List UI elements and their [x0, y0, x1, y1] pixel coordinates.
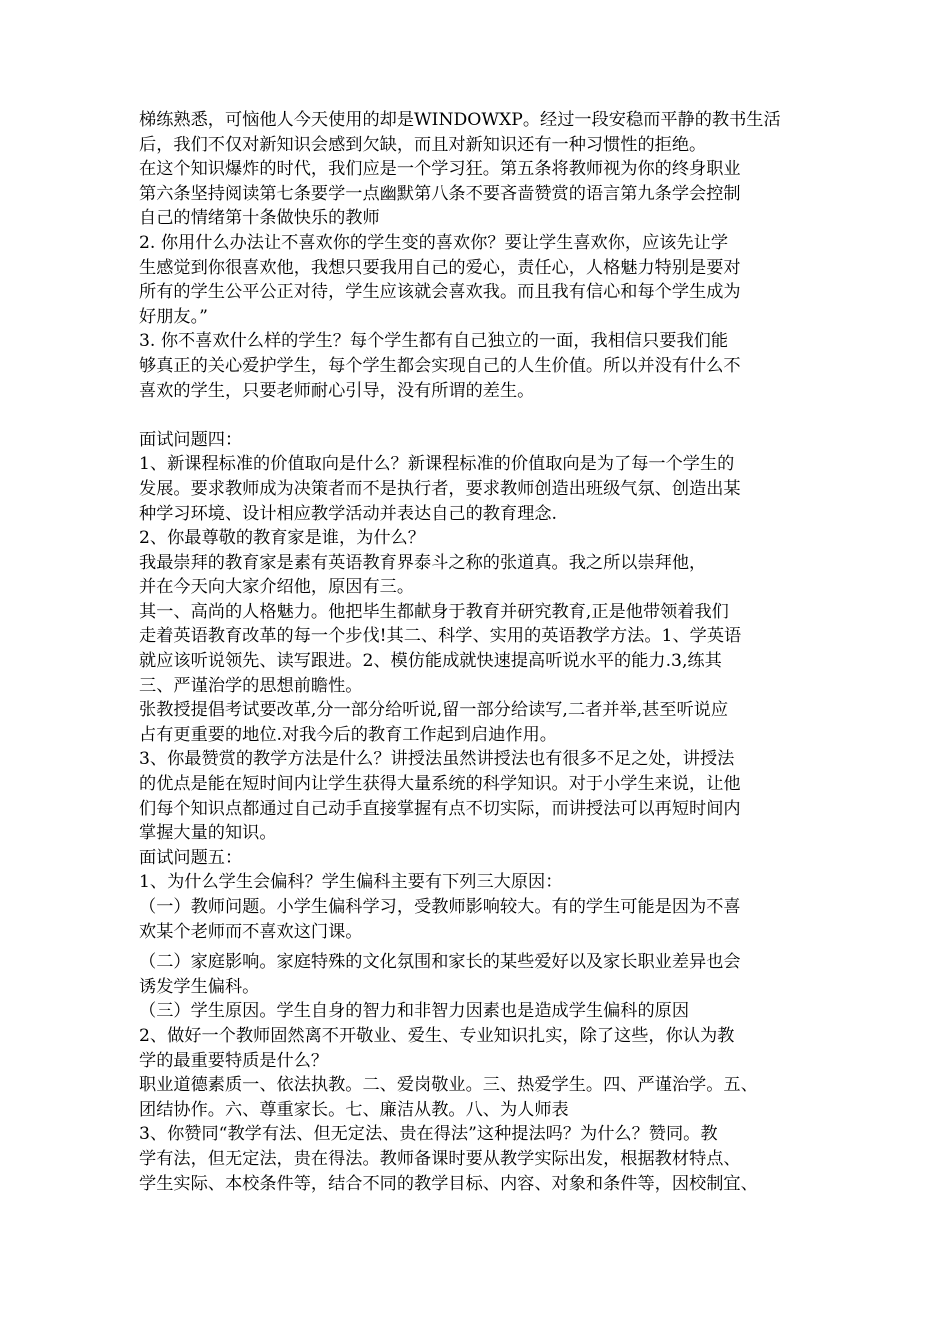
text-line: 生感觉到你很喜欢他，我想只要我用自己的爱心，责任心，人格魅力特别是要对 [139, 257, 741, 278]
text-line: 喜欢的学生，只要老师耐心引导，没有所谓的差生。 [139, 380, 535, 401]
section-heading: 面试问题四： [139, 429, 243, 450]
section-heading: 面试问题五： [139, 847, 243, 868]
question-line: 2、你最尊敬的教育家是谁，为什么？ [139, 528, 425, 549]
text-line: 欢某个老师而不喜欢这门课。 [139, 921, 363, 942]
text-line: 其一、高尚的人格魅力。他把毕生都献身于教育并研究教育,正是他带领着我们 [139, 601, 729, 622]
text-line: 学的最重要特质是什么？ [139, 1050, 329, 1071]
text-line: 我最崇拜的教育家是素有英语教育界泰斗之称的张道真。我之所以崇拜他， [139, 552, 707, 573]
question-line: 1、新课程标准的价值取向是什么？新课程标准的价值取向是为了每一个学生的 [139, 454, 735, 475]
text-line: 就应该听说领先、读写跟进。2、模仿能成就快速提高听说水平的能力.3,练其 [139, 651, 722, 672]
text-line: 占有更重要的地位.对我今后的教育工作起到启迪作用。 [139, 724, 557, 745]
text-line: 诱发学生偏科。 [139, 976, 260, 997]
question-line: 2. 你用什么办法让不喜欢你的学生变的喜欢你？要让学生喜欢你，应该先让学 [139, 232, 729, 253]
question-line: 3、你最赞赏的教学方法是什么？讲授法虽然讲授法也有很多不足之处，讲授法 [139, 749, 735, 770]
text-line: 团结协作。六、尊重家长。七、廉洁从教。八、为人师表 [139, 1099, 569, 1120]
text-line: 发展。要求教师成为决策者而不是执行者，要求教师创造出班级气氛、创造出某 [139, 478, 741, 499]
text-line: 并在今天向大家介绍他，原因有三。 [139, 577, 415, 598]
text-line: 够真正的关心爱护学生，每个学生都会实现自己的人生价值。所以并没有什么不 [139, 355, 741, 376]
text-line: 自己的情绪第十条做快乐的教师 [139, 208, 380, 229]
text-line: 的优点是能在短时间内让学生获得大量系统的科学知识。对于小学生来说，让他 [139, 774, 741, 795]
text-line: （一）教师问题。小学生偏科学习，受教师影响较大。有的学生可能是因为不喜 [139, 897, 741, 917]
text-line: 梯练熟悉，可恼他人今天使用的却是WINDOWXP。经过一段安稳而平静的教书生活 [139, 110, 781, 130]
document-body [139, 108, 829, 1196]
question-line: 2、做好一个教师固然离不开敬业、爱生、专业知识扎实，除了这些，你认为教 [139, 1025, 735, 1046]
text-line: （三）学生原因。学生自身的智力和非智力因素也是造成学生偏科的原因 [139, 1001, 690, 1022]
text-line: 走着英语教育改革的每一个步伐!其二、科学、实用的英语教学方法。1、学英语 [139, 626, 742, 647]
text-line: 学生实际、本校条件等，结合不同的教学目标、内容、对象和条件等，因校制宜、 [139, 1173, 758, 1194]
text-line: 在这个知识爆炸的时代，我们应是一个学习狂。第五条将教师视为你的终身职业 [139, 159, 741, 180]
text-line: 掌握大量的知识。 [139, 823, 277, 844]
text-line: （二）家庭影响。家庭特殊的文化氛围和家长的某些爱好以及家长职业差异也会 [139, 952, 741, 973]
text-line: 第六条坚持阅读第七条要学一点幽默第八条不要吝啬赞赏的语言第九条学会控制 [139, 183, 741, 204]
text-line: 所有的学生公平公正对待，学生应该就会喜欢我。而且我有信心和每个学生成为 [139, 282, 741, 303]
text-line: 张教授提倡考试要改革,分一部分给听说,留一部分给读写,二者并举,甚至听说应 [139, 700, 729, 721]
text-line: 三、严谨治学的思想前瞻性。 [139, 675, 363, 696]
text-line: 学有法，但无定法，贵在得法。教师备课时要从教学实际出发，根据教材特点、 [139, 1148, 741, 1169]
text-line: 好朋友。” [139, 306, 208, 327]
blank-line [139, 403, 829, 428]
text-line: 后，我们不仅对新知识会感到欠缺，而且对新知识还有一种习惯性的拒绝。 [139, 134, 707, 155]
text-line: 职业道德素质一、依法执教。二、爱岗敬业。三、热爱学生。四、严谨治学。五、 [139, 1075, 758, 1096]
text-line: 种学习环境、设计相应教学活动并表达自己的教育理念. [139, 503, 557, 524]
question-line: 3. 你不喜欢什么样的学生？每个学生都有自己独立的一面，我相信只要我们能 [139, 331, 729, 352]
question-line: 3、你赞同“教学有法、但无定法、贵在得法”这种提法吗？为什么？赞同。教 [139, 1124, 718, 1145]
question-line: 1、为什么学生会偏科？学生偏科主要有下列三大原因： [139, 872, 563, 893]
text-line: 们每个知识点都通过自己动手直接掌握有点不切实际，而讲授法可以再短时间内 [139, 798, 741, 819]
